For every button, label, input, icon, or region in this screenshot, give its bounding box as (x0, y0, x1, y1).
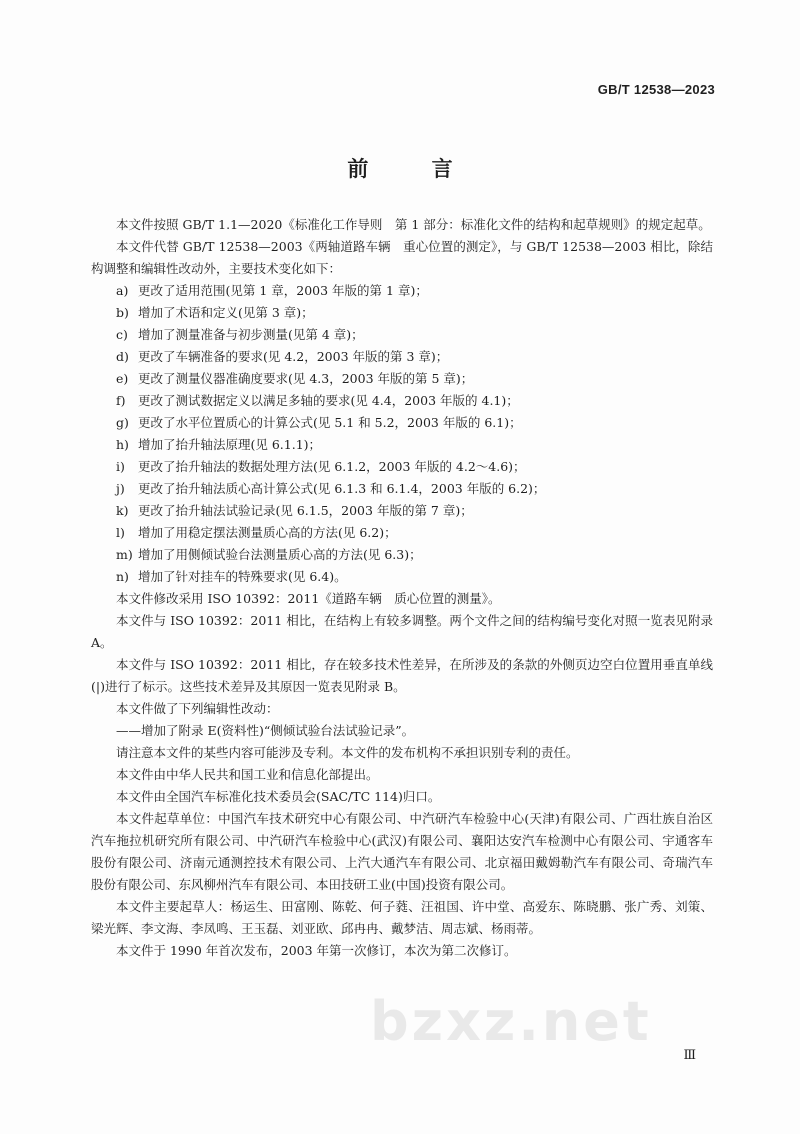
list-text: 更改了测试数据定义以满足多轴的要求(见 4.4，2003 年版的 4.1)； (138, 393, 519, 408)
paragraph: 本文件由全国汽车标准化技术委员会(SAC/TC 114)归口。 (116, 789, 441, 804)
list-item (91, 434, 713, 456)
list-text: 更改了抬升轴法的数据处理方法(见 6.1.2，2003 年版的 4.2～4.6)； (138, 459, 526, 474)
list-item (91, 500, 713, 522)
list-item (91, 280, 713, 302)
paragraph: 本文件做了下列编辑性改动： (116, 701, 279, 716)
page-number: Ⅲ (683, 1048, 696, 1063)
list-marker: m) (116, 547, 133, 562)
list-marker: d) (116, 349, 129, 364)
list-marker: l) (116, 525, 125, 540)
list-marker: b) (116, 305, 129, 320)
list-marker: g) (116, 415, 129, 430)
list-marker: f) (116, 393, 126, 408)
list-item (91, 324, 713, 346)
list-item (91, 390, 713, 412)
list-item (91, 302, 713, 324)
list-marker: a) (116, 283, 129, 298)
list-text: 更改了车辆准备的要求(见 4.2，2003 年版的第 3 章)； (138, 349, 449, 364)
drafting-units-paragraph: 本文件起草单位：中国汽车技术研究中心有限公司、中汽研汽车检验中心(天津)有限公司、广西壮族自治区汽车拖拉机研究所有限公司、中汽研汽车检验中心(武汉)有限公司、襄阳达安汽车检测中心有限公司、宇通客车股份有限公司、济南元通测控技术有限公司、上汽大通汽车有限公司、北京福田戴姆勒汽车有限公司、奇瑞汽车股份有限公司、东风柳州汽车有限公司、本田技研工业(中国)投资有限公司。 (91, 811, 713, 892)
list-text: 增加了用稳定摆法测量质心高的方法(见 6.2)； (138, 525, 397, 540)
page-title: 前 言 (347, 157, 481, 181)
list-marker: c) (116, 327, 128, 342)
list-text: 更改了水平位置质心的计算公式(见 5.1 和 5.2，2003 年版的 6.1)； (138, 415, 522, 430)
list-text: 增加了针对挂车的特殊要求(见 6.4)。 (138, 569, 347, 584)
drafters-paragraph: 本文件主要起草人：杨运生、田富刚、陈乾、何子蕤、汪祖国、许中堂、高爱东、陈晓鹏、张广秀、刘策、梁光辉、李文海、李凤鸣、王玉磊、刘亚欧、邱冉冉、戴梦洁、周志斌、杨雨蒂。 (91, 899, 713, 936)
changes-list (91, 280, 713, 588)
list-text: 更改了测量仪器准确度要求(见 4.3，2003 年版的第 5 章)； (138, 371, 474, 386)
paragraph: 本文件按照 GB/T 1.1—2020《标准化工作导则 第 1 部分：标准化文件的结构和起草规则》的规定起草。 (116, 217, 711, 232)
foreword-body (91, 214, 713, 962)
list-marker: k) (116, 503, 129, 518)
paragraph: 本文件与 ISO 10392：2011 相比，存在较多技术性差异，在所涉及的条款的外侧页边空白位置用垂直单线(|)进行了标示。这些技术差异及其原因一览表见附录 B。 (91, 657, 713, 694)
editorial-change-item: ——增加了附录 E(资料性)“侧倾试验台法试验记录”。 (116, 723, 415, 738)
list-text: 增加了用侧倾试验台法测量质心高的方法(见 6.3)； (138, 547, 422, 562)
list-marker: j) (116, 481, 125, 496)
paragraph: 本文件修改采用 ISO 10392：2011《道路车辆 质心位置的测量》。 (116, 591, 501, 606)
paragraph: 本文件代替 GB/T 12538—2003《两轴道路车辆 重心位置的测定》，与 GB/T 12538—2003 相比，除结构调整和编辑性改动外，主要技术变化如下： (91, 239, 713, 276)
list-item (91, 412, 713, 434)
list-text: 更改了抬升轴法试验记录(见 6.1.5，2003 年版的第 7 章)； (138, 503, 473, 518)
list-item (91, 544, 713, 566)
list-text: 增加了抬升轴法原理(见 6.1.1)； (138, 437, 322, 452)
list-text: 更改了适用范围(见第 1 章，2003 年版的第 1 章)； (138, 283, 428, 298)
paragraph: 本文件于 1990 年首次发布，2003 年第一次修订，本次为第二次修订。 (116, 943, 517, 958)
list-item (91, 456, 713, 478)
paragraph: 本文件由中华人民共和国工业和信息化部提出。 (116, 767, 379, 782)
list-item (91, 566, 713, 588)
list-text: 增加了测量准备与初步测量(见第 4 章)； (138, 327, 364, 342)
list-text: 增加了术语和定义(见第 3 章)； (138, 305, 314, 320)
paragraph: 请注意本文件的某些内容可能涉及专利。本文件的发布机构不承担识别专利的责任。 (116, 745, 579, 760)
list-marker: i) (116, 459, 125, 474)
list-text: 更改了抬升轴法质心高计算公式(见 6.1.3 和 6.1.4，2003 年版的 6.2)； (138, 481, 546, 496)
list-marker: n) (116, 569, 129, 584)
list-item (91, 346, 713, 368)
list-item (91, 368, 713, 390)
paragraph: 本文件与 ISO 10392：2011 相比，在结构上有较多调整。两个文件之间的结构编号变化对照一览表见附录 A。 (91, 613, 713, 650)
list-marker: e) (116, 371, 129, 386)
standard-number: GB/T 12538—2023 (597, 82, 715, 97)
watermark: bzxz.net (370, 990, 652, 1053)
list-marker: h) (116, 437, 129, 452)
list-item (91, 478, 713, 500)
list-item (91, 522, 713, 544)
